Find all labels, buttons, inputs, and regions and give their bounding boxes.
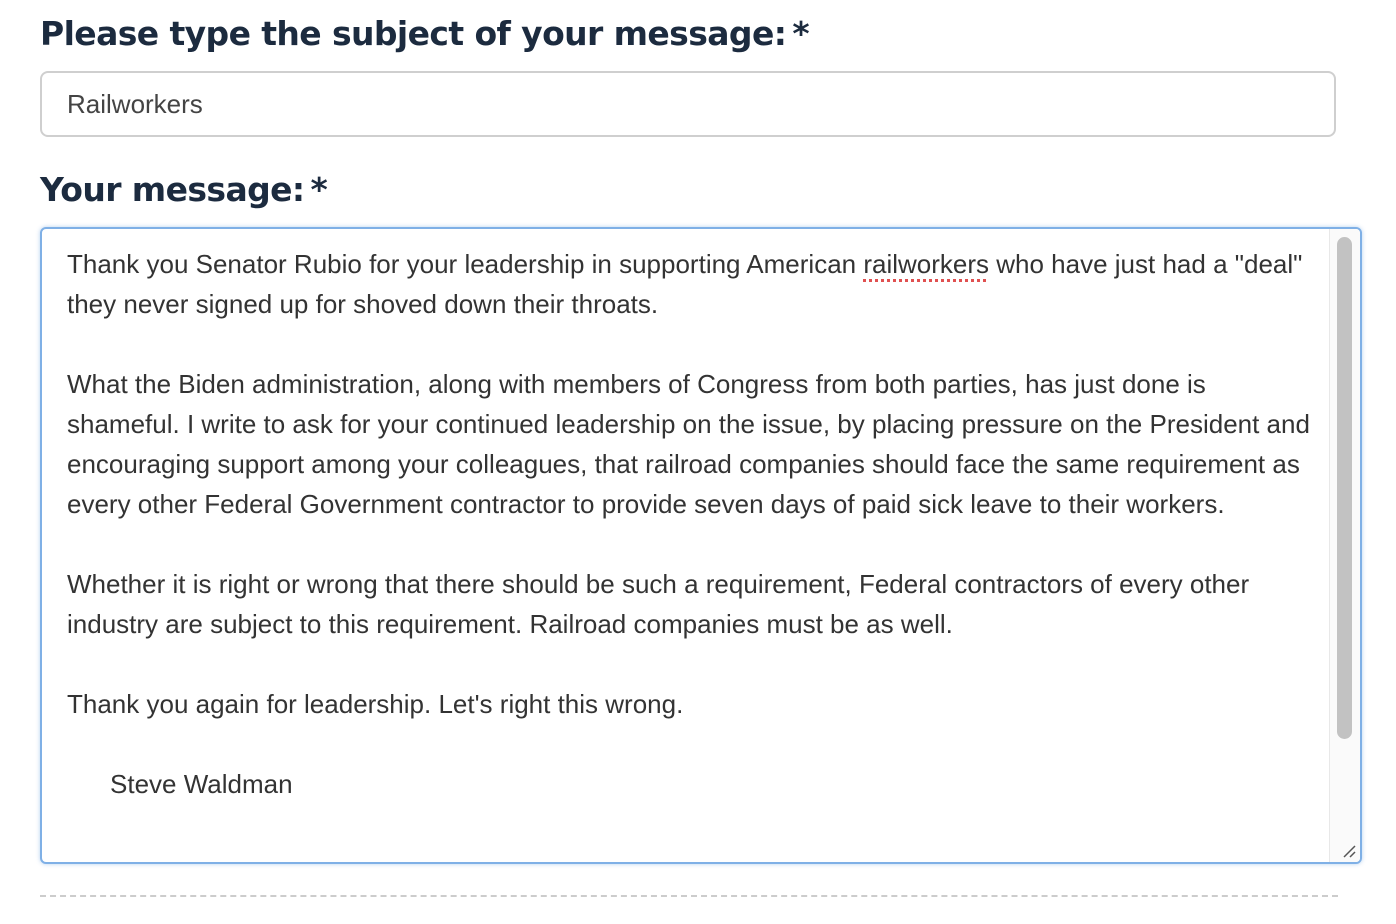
message-scrollbar-thumb[interactable]	[1337, 237, 1352, 739]
blank-line	[67, 724, 1317, 764]
required-marker: *	[310, 170, 328, 209]
message-text-segment: who have just had a "deal" they never signed up for shoved down their throats.	[67, 249, 1310, 319]
message-signature: Steve Waldman	[110, 769, 293, 799]
message-paragraph-1	[67, 244, 1317, 324]
blank-line	[67, 324, 1317, 364]
message-scrollbar[interactable]	[1329, 229, 1360, 834]
message-label	[40, 170, 327, 209]
subject-input[interactable]	[40, 71, 1336, 137]
message-text	[67, 244, 1317, 804]
required-marker: *	[792, 14, 809, 53]
subject-label	[40, 14, 809, 53]
subject-input-value: Railworkers	[67, 88, 203, 119]
message-label-text: Your message:	[40, 170, 305, 209]
misspelled-word[interactable]: railworkers	[863, 249, 990, 279]
message-textarea[interactable]	[40, 227, 1362, 864]
blank-line	[67, 524, 1317, 564]
subject-label-text: Please type the subject of your message:	[40, 14, 787, 53]
message-paragraph-2: What the Biden administration, along with members of Congress from both parties, has just done is shameful. I write to ask for your continued leadership on the issue, by placing pressure on the President and encouraging support among your colleagues, that railroad companies should face the same requirement as every other Federal Government contractor to provide seven days of paid sick leave to their workers.	[67, 369, 1318, 519]
message-paragraph-4: Thank you again for leadership. Let's right this wrong.	[67, 689, 684, 719]
message-text-segment: Thank you Senator Rubio for your leadership in supporting American	[67, 249, 864, 279]
section-divider	[40, 895, 1338, 897]
message-paragraph-3: Whether it is right or wrong that there should be such a requirement, Federal contractors of every other industry are subject to this requirement. Railroad companies must be as well.	[67, 569, 1257, 639]
resize-handle[interactable]	[1329, 832, 1360, 862]
resize-grip-icon	[1342, 844, 1356, 858]
blank-line	[67, 644, 1317, 684]
